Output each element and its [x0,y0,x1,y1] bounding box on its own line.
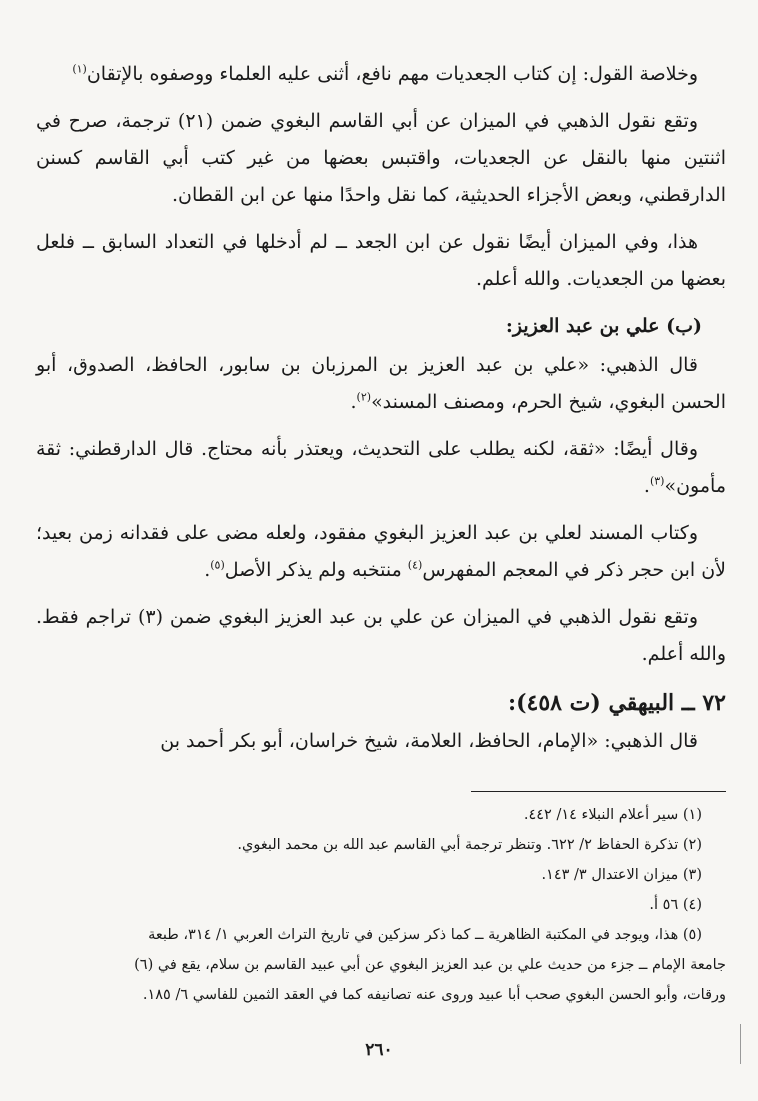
paragraph-text: قال الذهبي: «علي بن عبد العزيز بن المرزبان بن سابور، الحافظ، الصدوق، أبو الحسن البغوي، شيخ الحرم، ومصنف المسند» [36,354,726,413]
paragraph-three-biographies [36,599,726,673]
footnote-5-continued: جامعة الإمام ــ جزء من حديث علي بن عبد العزيز البغوي عن أبي عبيد القاسم بن سلام، يقع في (٦) [134,957,726,973]
footnote-3: (٣) ميزان الاعتدال ٣/ ١٤٣. [541,867,702,883]
subheading-ali-ibn-abd-alaziz: (ب) علي بن عبد العزيز: [505,315,702,337]
section-heading-bayhaqi: ٧٢ ــ البيهقي (ت ٤٥٨): [508,690,726,716]
footnote-ref[interactable]: (٥) [210,558,225,572]
paragraph-text: وتقع نقول الذهبي في الميزان عن علي بن عبد العزيز البغوي ضمن (٣) تراجم فقط. والله أعلم. [36,606,726,665]
paragraph-thiqa: وقال أيضًا: «ثقة، لكنه يطلب على التحديث، ويعتذر بأنه محتاج. قال الدارقطني: ثقة مأمون»$^{(٣)}$. [36,438,726,497]
paragraph-dhahabi-quote: قال الذهبي: «علي بن عبد العزيز بن المرزبان بن سابور، الحافظ، الصدوق، أبو الحسن البغوي، شيخ الحرم، ومصنف المسند»$^{(٢)}$. [36,354,726,413]
main-text [36,56,726,770]
paragraph-musnad-lost: وكتاب المسند لعلي بن عبد العزيز البغوي مفقود، ولعله مضى على فقدانه زمن بعيد؛ لأن ابن حجر ذكر في المعجم المفهرس$^{(٤)}$ منتخبه ولم يذكر الأصل$^{(٥)}$. [36,522,726,581]
paragraph-text: وقال أيضًا: «ثقة، لكنه يطلب على التحديث، ويعتذر بأنه محتاج. قال الدارقطني: ثقة مأمون» [36,438,726,497]
footnote-5: (٥) هذا، ويوجد في المكتبة الظاهرية ــ كما ذكر سزكين في تاريخ التراث العربي ١/ ٣١٤، طبعة [148,927,702,943]
footnote-ref[interactable]: (٤) [407,558,423,572]
footnote-ref[interactable]: (٣) [649,474,665,488]
footnotes [36,800,726,1010]
paragraph-text: وكتاب المسند لعلي بن عبد العزيز البغوي مفقود، ولعله مضى على فقدانه زمن بعيد؛ لأن ابن حجر ذكر في المعجم المفهرس [36,522,726,581]
footnote-ref[interactable]: (١) [72,62,87,76]
paragraph-text: هذا، وفي الميزان أيضًا نقول عن ابن الجعد ــ لم أدخلها في التعداد السابق ــ فلعل بعضها من الجعديات. والله أعلم. [36,231,726,290]
footnote-ref[interactable]: (٢) [356,390,372,404]
paragraph-text: وتقع نقول الذهبي في الميزان عن أبي القاسم البغوي ضمن (٢١) ترجمة، صرح في اثنتين منها بالنقل عن الجعديات، واقتبس بعضها من غير كتب أبي القاسم كسنن الدارقطني، وبعض الأجزاء الحديثية، كما نقل واحدًا منها عن ابن القطان. [36,110,726,206]
footnote-4: (٤) ٥٦ أ. [649,897,702,913]
footnote-2: (٢) تذكرة الحفاظ ٢/ ٦٢٢. وتنظر ترجمة أبي القاسم عبد الله بن محمد البغوي. [237,837,702,853]
footnote-divider [471,791,726,792]
footnote-5-continued: ورقات، وأبو الحسن البغوي صحب أبا عبيد وروى عنه تصانيفه كما في العقد الثمين للفاسي ٦/ ١٨٥. [142,987,726,1003]
paragraph-text: وخلاصة القول: إن كتاب الجعديات مهم نافع، أثنى عليه العلماء ووصفوه بالإتقان [86,63,698,85]
paragraph-conclusion [36,56,726,93]
paragraph-ibn-aljad [36,224,726,298]
margin-mark [740,1024,741,1064]
paragraph-bayhaqi-quote: قال الذهبي: «الإمام، الحافظ، العلامة، شيخ خراسان، أبو بكر أحمد بن [160,730,698,752]
page-number: ٢٦٠ [365,1040,393,1060]
footnote-1: (١) سير أعلام النبلاء ١٤/ ٤٤٢. [523,807,702,823]
paragraph-baghawi-citations [36,103,726,214]
